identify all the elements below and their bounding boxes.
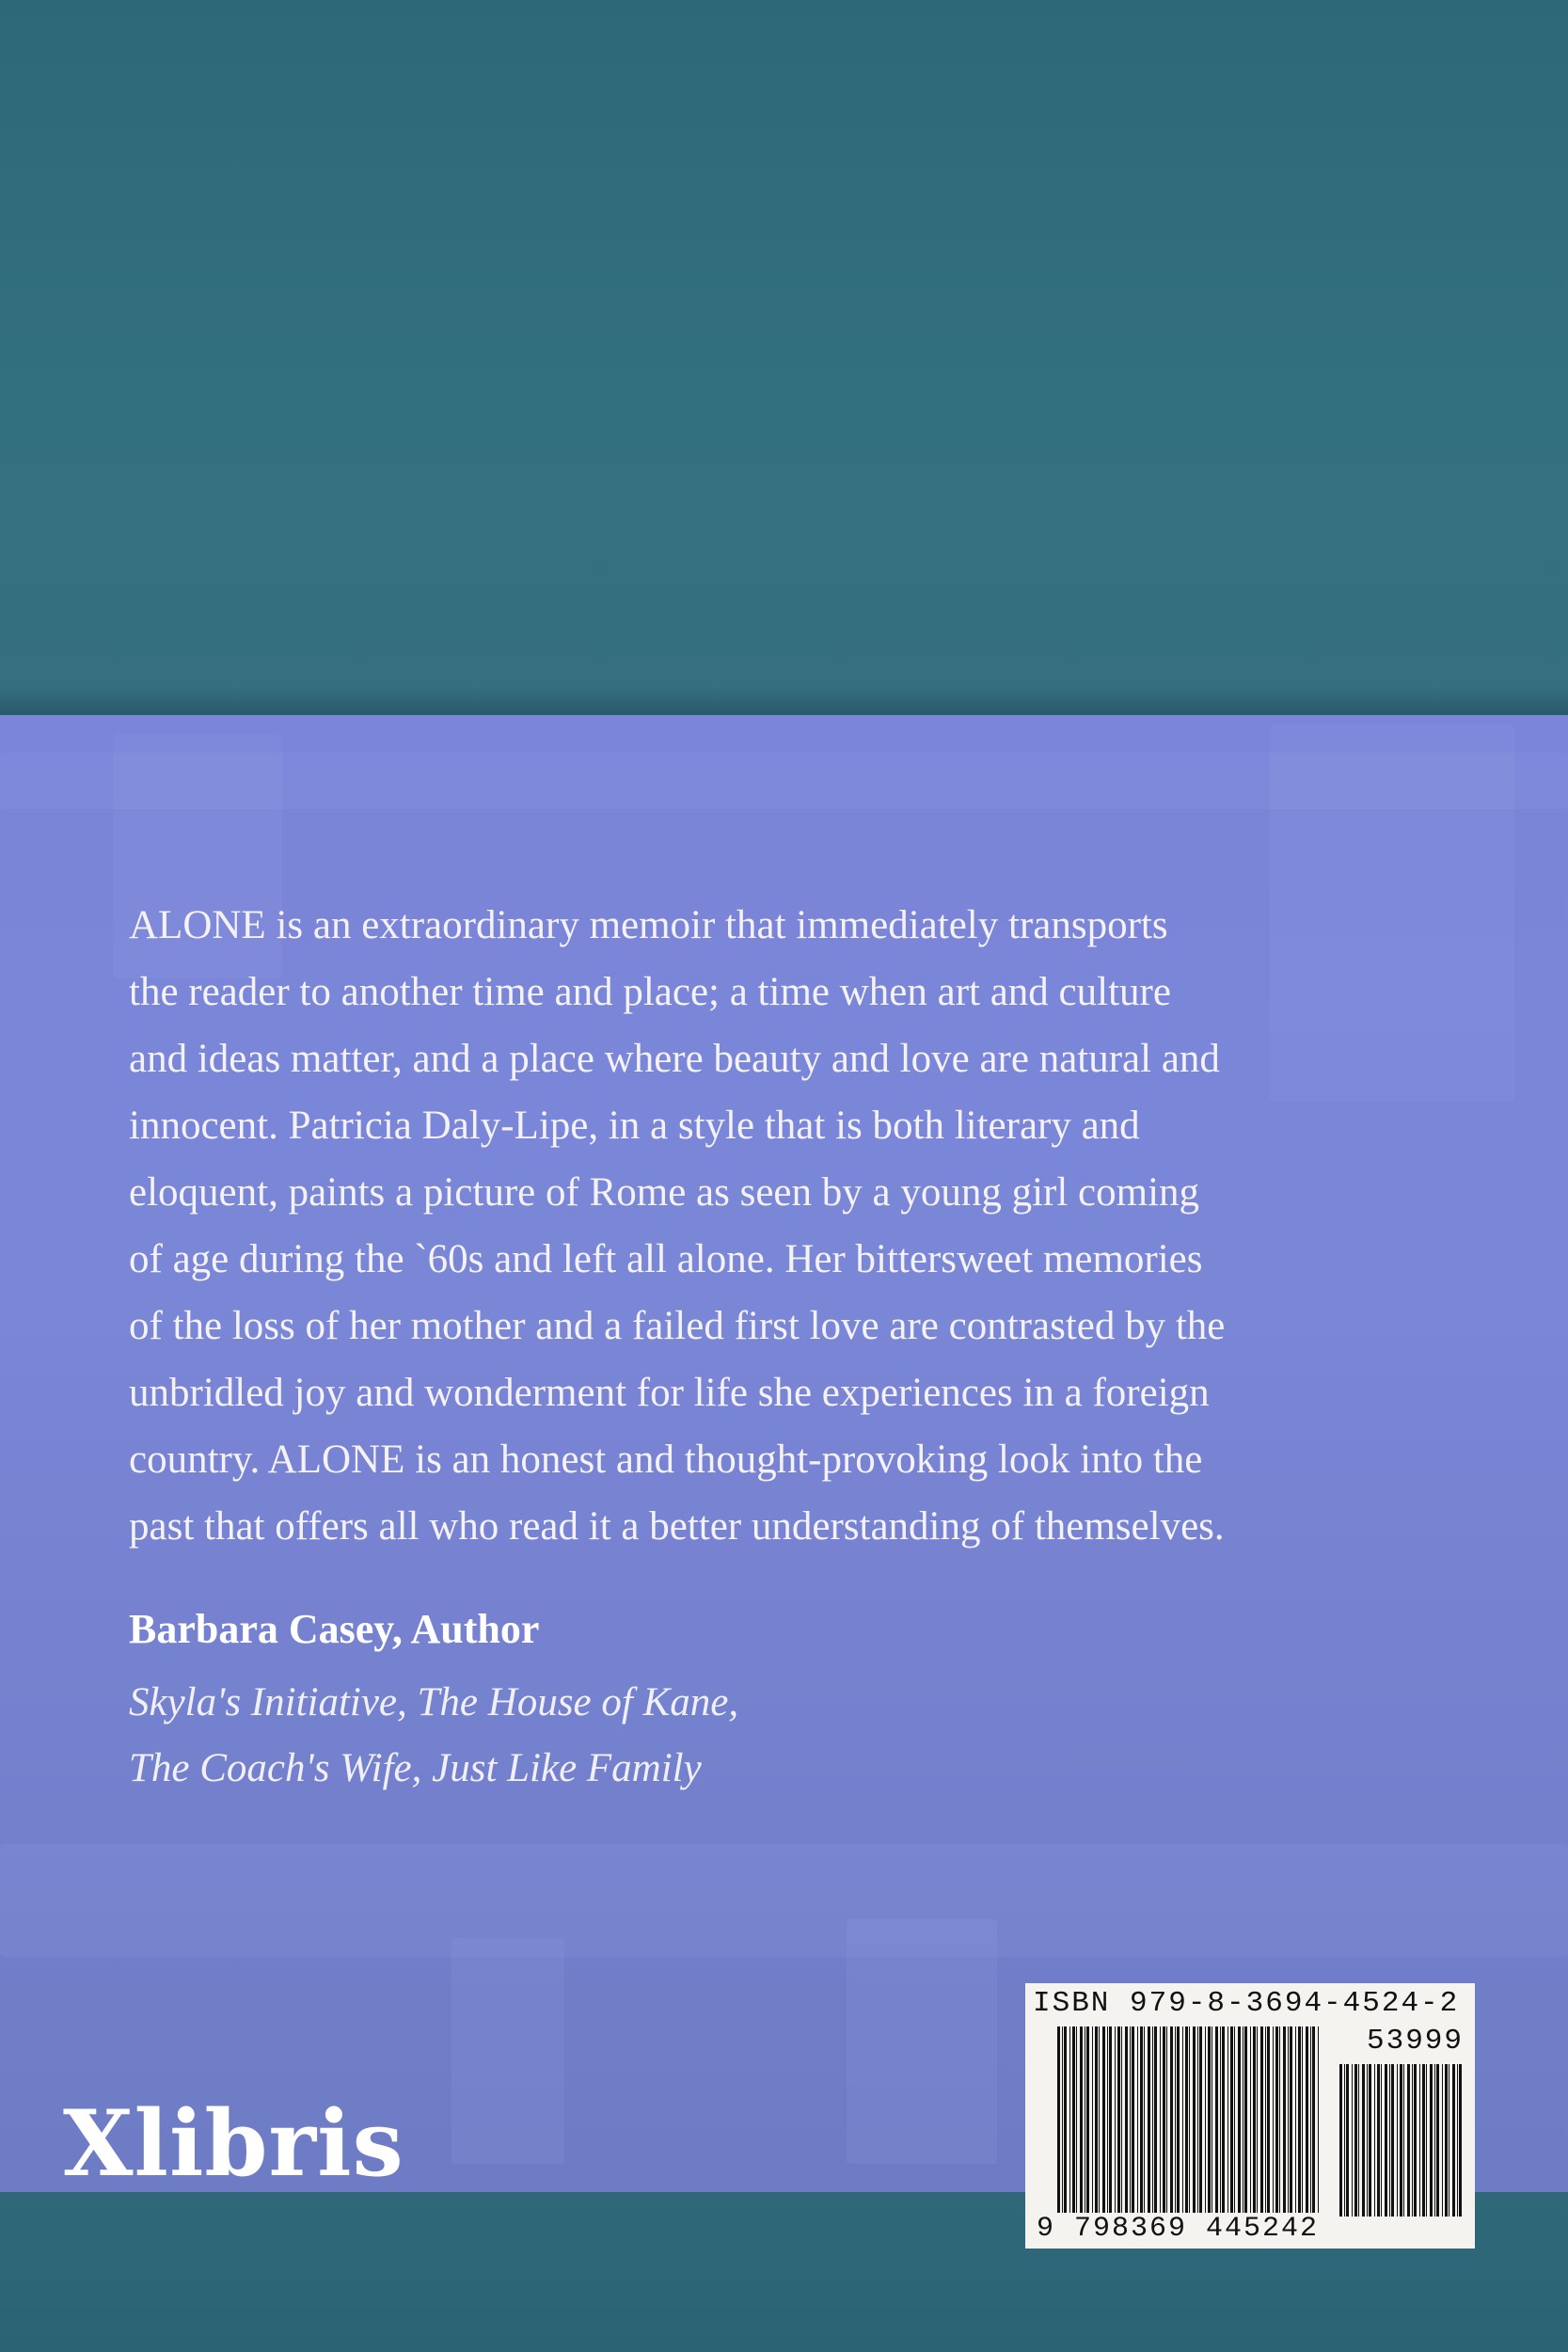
barcode-bar <box>1175 2026 1176 2213</box>
barcode-bar <box>1298 2026 1301 2213</box>
blurb-line: the reader to another time and place; a time when art and culture <box>129 970 1171 1014</box>
barcode-bar <box>1426 2064 1427 2217</box>
barcode-bar <box>1227 2026 1228 2213</box>
barcode-bar <box>1344 2064 1345 2217</box>
barcode-bar <box>1275 2026 1278 2213</box>
barcode-bar <box>1177 2026 1180 2213</box>
barcode-bar <box>1166 2026 1167 2213</box>
barcode-bar <box>1182 2026 1183 2213</box>
barcode-bar <box>1102 2026 1105 2213</box>
barcode-bar <box>1436 2064 1439 2217</box>
barcode-bar <box>1076 2026 1077 2213</box>
barcode-bar <box>1412 2064 1413 2217</box>
barcode-bar <box>1170 2026 1173 2213</box>
back-cover-blurb <box>129 892 1446 1560</box>
barcode-bar <box>1267 2026 1270 2213</box>
barcode-bar <box>1109 2026 1112 2213</box>
ean-barcode-bars <box>1057 2026 1323 2213</box>
barcode-bar <box>1273 2026 1274 2213</box>
isbn-barcode <box>1025 1983 1475 2249</box>
barcode-bar <box>1260 2026 1263 2213</box>
endorsement-titles-line-1: Skyla's Initiative, The House of Kane, <box>129 1680 739 1724</box>
barcode-bar <box>1400 2064 1402 2217</box>
photo-detail <box>0 1844 1568 1957</box>
xlibris-logo: Xlibris <box>63 2090 404 2197</box>
barcode-bar <box>1352 2064 1353 2217</box>
barcode-bar <box>1318 2026 1319 2213</box>
barcode-bar <box>1434 2064 1435 2217</box>
blurb-line: past that offers all who read it a better understanding of themselves. <box>129 1504 1225 1549</box>
barcode-bar <box>1121 2026 1122 2213</box>
photo-detail <box>847 1919 997 2164</box>
top-teal-band <box>0 0 1568 715</box>
blurb-line: innocent. Patricia Daly-Lipe, in a style that is both literary and <box>129 1104 1140 1148</box>
barcode-bar <box>1130 2026 1131 2213</box>
blurb-line: of age during the `60s and left all alone. Her bittersweet memories <box>129 1237 1203 1281</box>
barcode-bar <box>1092 2026 1093 2213</box>
barcode-bar <box>1222 2026 1225 2213</box>
barcode-bar <box>1257 2026 1258 2213</box>
barcode-bar <box>1137 2026 1138 2213</box>
barcode-bar <box>1457 2064 1458 2217</box>
barcode-bar <box>1234 2026 1235 2213</box>
barcode-bar <box>1367 2064 1368 2217</box>
price-code: 53999 <box>1366 2025 1464 2058</box>
barcode-bar <box>1208 2026 1211 2213</box>
barcode-bar <box>1080 2026 1083 2213</box>
barcode-bar <box>1099 2026 1100 2213</box>
blurb-line: country. ALONE is an honest and thought-provoking look into the <box>129 1438 1203 1482</box>
endorsement-author: Barbara Casey, Author <box>129 1606 540 1652</box>
barcode-bar <box>1389 2064 1390 2217</box>
barcode-bar <box>1095 2026 1098 2213</box>
barcode-bar <box>1374 2064 1375 2217</box>
barcode-bar <box>1312 2026 1315 2213</box>
barcode-bar <box>1377 2064 1380 2217</box>
blurb-line: unbridled joy and wonderment for life she experiences in a foreign <box>129 1371 1210 1415</box>
barcode-bar <box>1057 2026 1060 2213</box>
barcode-bar <box>1295 2026 1296 2213</box>
barcode-bar <box>1064 2026 1067 2213</box>
barcode-bar <box>1407 2064 1410 2217</box>
blurb-line: eloquent, paints a picture of Rome as seen by a young girl coming <box>129 1170 1200 1215</box>
barcode-bar <box>1290 2026 1292 2213</box>
barcode-bar <box>1414 2064 1417 2217</box>
barcode-bar <box>1193 2026 1196 2213</box>
barcode-bar <box>1163 2026 1165 2213</box>
barcode-digits: 9 798369 445242 <box>1037 2213 1320 2245</box>
barcode-bar <box>1279 2026 1280 2213</box>
barcode-bar <box>1391 2064 1394 2217</box>
barcode-bar <box>1381 2064 1382 2217</box>
barcode-bar <box>1072 2026 1075 2213</box>
barcode-bar <box>1148 2026 1150 2213</box>
barcode-bar <box>1160 2026 1161 2213</box>
barcode-bar <box>1442 2064 1443 2217</box>
barcode-bar <box>1403 2064 1404 2217</box>
barcode-bar <box>1459 2064 1462 2217</box>
barcode-bar <box>1419 2064 1420 2217</box>
barcode-bar <box>1125 2026 1128 2213</box>
barcode-bar <box>1215 2026 1218 2213</box>
barcode-bar <box>1132 2026 1134 2213</box>
barcode-bar <box>1197 2026 1198 2213</box>
barcode-bar <box>1140 2026 1143 2213</box>
barcode-bar <box>1069 2026 1070 2213</box>
barcode-bar <box>1230 2026 1233 2213</box>
barcode-bar <box>1430 2064 1433 2217</box>
isbn-label: ISBN 979-8-3694-4524-2 <box>1033 1987 1460 2020</box>
barcode-bar <box>1310 2026 1311 2213</box>
barcode-bar <box>1288 2026 1289 2213</box>
barcode-bar <box>1339 2064 1342 2217</box>
addon-barcode-bars <box>1339 2064 1464 2217</box>
barcode-bar <box>1385 2064 1387 2217</box>
barcode-bar <box>1117 2026 1120 2213</box>
barcode-bar <box>1362 2064 1365 2217</box>
barcode-bar <box>1358 2064 1359 2217</box>
barcode-bar <box>1154 2026 1157 2213</box>
endorsement-titles-line-2: The Coach's Wife, Just Like Family <box>129 1746 702 1790</box>
barcode-bar <box>1302 2026 1303 2213</box>
barcode-bar <box>1397 2064 1398 2217</box>
barcode-bar <box>1238 2026 1241 2213</box>
barcode-bar <box>1452 2064 1455 2217</box>
barcode-bar <box>1445 2064 1448 2217</box>
barcode-bar <box>1265 2026 1266 2213</box>
barcode-bar <box>1086 2026 1089 2213</box>
barcode-bar <box>1107 2026 1108 2213</box>
barcode-bar <box>1115 2026 1116 2213</box>
barcode-bar <box>1152 2026 1153 2213</box>
barcode-bar <box>1346 2064 1349 2217</box>
barcode-bar <box>1189 2026 1190 2213</box>
barcode-bar <box>1185 2026 1188 2213</box>
barcode-bar <box>1062 2026 1063 2213</box>
barcode-bar <box>1220 2026 1221 2213</box>
barcode-bar <box>1422 2064 1425 2217</box>
blurb-line: ALONE is an extraordinary memoir that immediately transports <box>129 903 1168 947</box>
barcode-bar <box>1205 2026 1206 2213</box>
blurb-line: of the loss of her mother and a failed first love are contrasted by the <box>129 1304 1226 1348</box>
barcode-bar <box>1306 2026 1308 2213</box>
barcode-bar <box>1144 2026 1145 2213</box>
barcode-bar <box>1250 2026 1251 2213</box>
barcode-bar <box>1199 2026 1202 2213</box>
barcode-bar <box>1283 2026 1286 2213</box>
barcode-bar <box>1253 2026 1256 2213</box>
photo-detail <box>451 1938 564 2164</box>
barcode-bar <box>1244 2026 1247 2213</box>
blurb-line: and ideas matter, and a place where beauty and love are natural and <box>129 1037 1220 1081</box>
barcode-bar <box>1354 2064 1357 2217</box>
barcode-bar <box>1369 2064 1371 2217</box>
